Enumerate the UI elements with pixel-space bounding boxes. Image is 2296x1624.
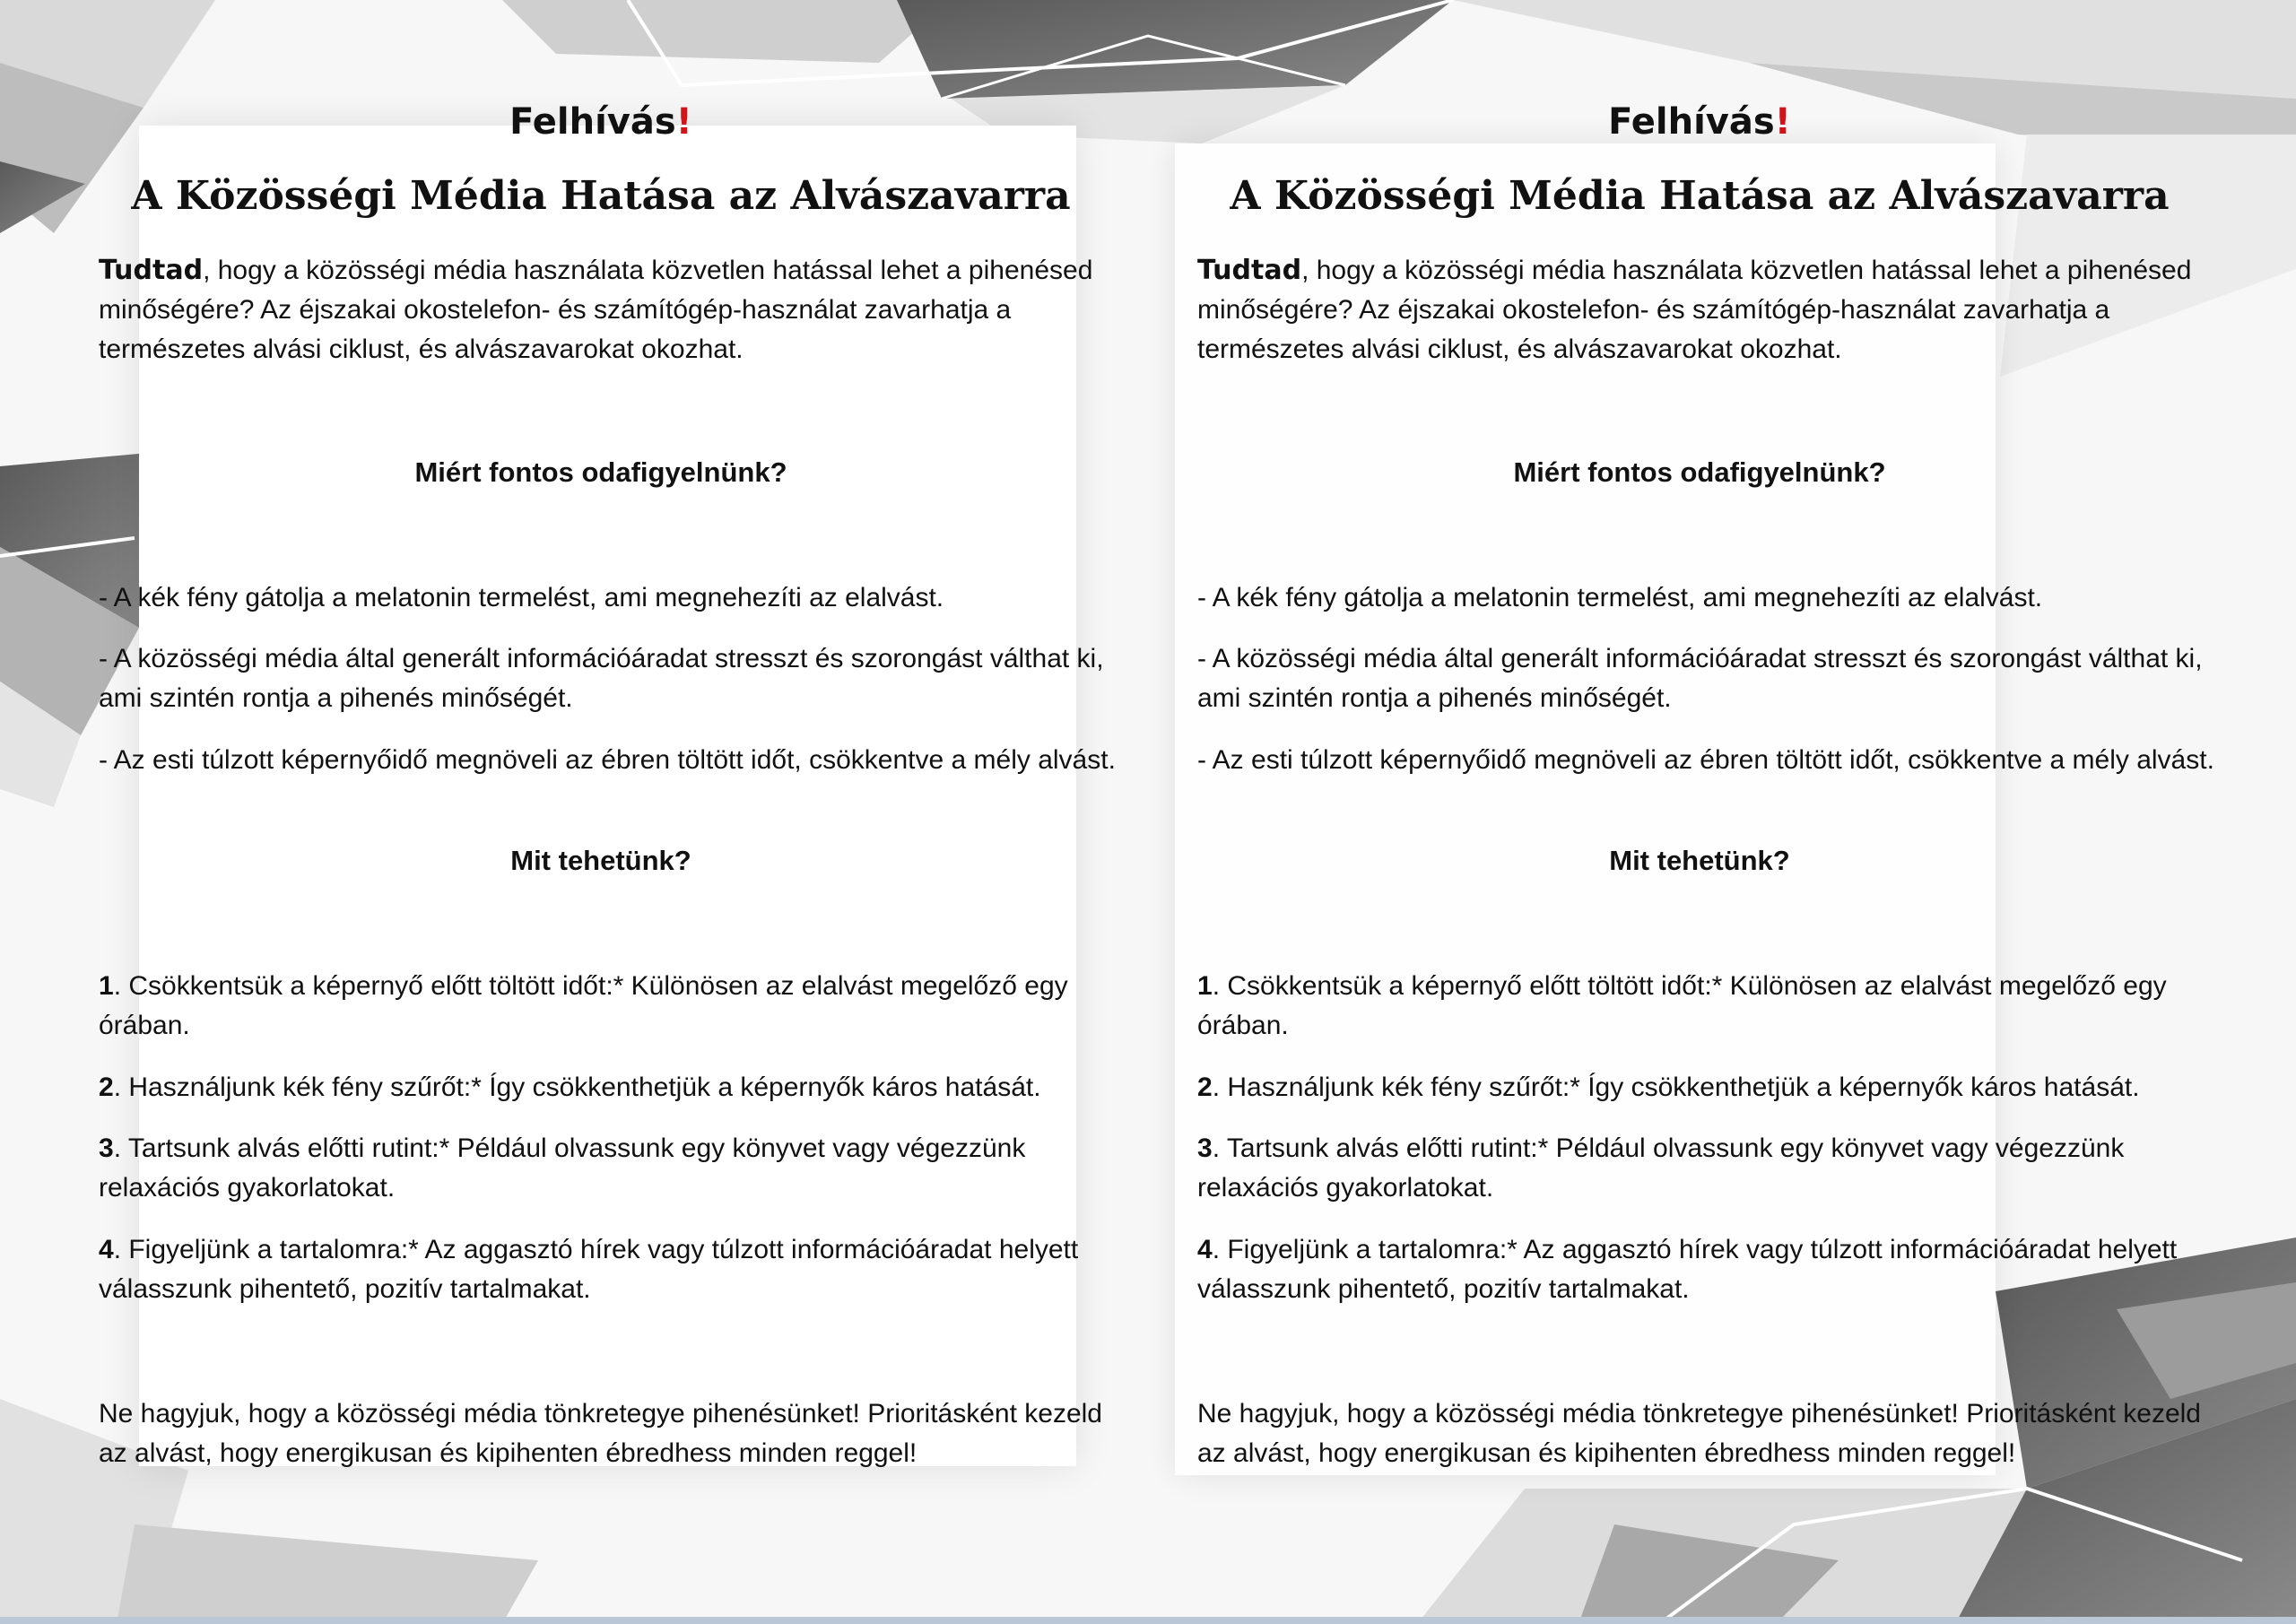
- closing-paragraph: Ne hagyjuk, hogy a közösségi média tönkretegye pihenésünket! Prioritásként kezeld az alvást, hogy energikusan és kipihenten ébredhess minden reggel!: [1197, 1399, 2201, 1468]
- do-point: [1197, 1230, 2220, 1309]
- why-point: - Az esti túlzott képernyőidő megnöveli az ébren töltött időt, csökkentve a mély alvást.: [1197, 745, 2214, 775]
- why-heading: Miért fontos odafigyelnünk?: [1513, 456, 1886, 488]
- flyer-title: A Közösségi Média Hatása az Alvászavarra: [131, 173, 1071, 219]
- flyer-title: A Közösségi Média Hatása az Alvászavarra: [1230, 173, 2170, 219]
- why-point: - A közösségi média által generált információáradat stresszt és szorongást válthat ki, ami szintén rontja a pihenés minőségét.: [1197, 644, 2203, 713]
- do-point-text: . Figyeljünk a tartalomra:* Az aggasztó hírek vagy túlzott információáradat helyett válasszunk pihentető, pozitív tartalmakat.: [1197, 1235, 2178, 1304]
- do-point: [99, 1230, 1121, 1309]
- intro-paragraph: [99, 251, 1121, 369]
- why-heading: Miért fontos odafigyelnünk?: [414, 456, 787, 488]
- do-point-number: 1: [1197, 971, 1213, 1001]
- do-point-text: . Csökkentsük a képernyő előtt töltött időt:* Különösen az elalvást megelőző egy órában.: [99, 971, 1068, 1040]
- kicker-exclamation: !: [1774, 101, 1791, 143]
- flyer-kicker: [99, 101, 1103, 143]
- do-heading: Mit tehetünk?: [1609, 845, 1790, 876]
- do-point-number: 3: [99, 1133, 114, 1163]
- do-point-number: 3: [1197, 1133, 1213, 1163]
- do-point: [1197, 967, 2220, 1046]
- why-point: - A kék fény gátolja a melatonin termelést, ami megnehezíti az elalvást.: [1197, 583, 2043, 612]
- intro-paragraph: [1197, 251, 2220, 369]
- why-point: - Az esti túlzott képernyőidő megnöveli az ébren töltött időt, csökkentve a mély alvást.: [99, 745, 1116, 775]
- do-point: [99, 967, 1121, 1046]
- kicker-text: Felhívás: [1608, 101, 1775, 143]
- do-point-text: . Használjunk kék fény szűrőt:* Így csökkenthetjük a képernyők káros hatását.: [113, 1073, 1041, 1102]
- do-point-text: . Tartsunk alvás előtti rutint:* Például olvassunk egy könyvet vagy végezzünk relaxációs gyakorlatokat.: [99, 1133, 1026, 1203]
- intro-text: , hogy a közösségi média használata közvetlen hatással lehet a pihenésed minőségére? Az éjszakai okostelefon- és számítógép-használat zavarhatja a természetes alvási ciklust, és alvászavarokat okozhat.: [1197, 256, 2192, 364]
- do-point-number: 4: [99, 1235, 114, 1264]
- why-point: - A közösségi média által generált információáradat stresszt és szorongást válthat ki, ami szintén rontja a pihenés minőségét.: [99, 644, 1104, 713]
- do-heading: Mit tehetünk?: [510, 845, 691, 876]
- do-point: [1197, 1129, 2220, 1208]
- do-point-number: 2: [1197, 1073, 1213, 1102]
- why-point: - A kék fény gátolja a melatonin termelést, ami megnehezíti az elalvást.: [99, 583, 944, 612]
- intro-bold: Tudtad: [99, 255, 204, 286]
- do-point-number: 2: [99, 1073, 114, 1102]
- shape-bottom-left-2: [117, 1524, 538, 1624]
- do-point-number: 4: [1197, 1235, 1213, 1264]
- do-point-text: . Tartsunk alvás előtti rutint:* Például olvassunk egy könyvet vagy végezzünk relaxációs gyakorlatokat.: [1197, 1133, 2125, 1203]
- do-point-text: . Csökkentsük a képernyő előtt töltött időt:* Különösen az elalvást megelőző egy órában.: [1197, 971, 2167, 1040]
- kicker-text: Felhívás: [509, 101, 676, 143]
- shape-top-center-2: [897, 0, 1453, 99]
- do-point: [99, 1129, 1121, 1208]
- do-point-number: 1: [99, 971, 114, 1001]
- closing-paragraph: Ne hagyjuk, hogy a közösségi média tönkretegye pihenésünket! Prioritásként kezeld az alvást, hogy energikusan és kipihenten ébredhess minden reggel!: [99, 1399, 1102, 1468]
- kicker-exclamation: !: [675, 101, 692, 143]
- do-point: [99, 1068, 1121, 1107]
- do-point: [1197, 1068, 2220, 1107]
- do-point-text: . Használjunk kék fény szűrőt:* Így csökkenthetjük a képernyők káros hatását.: [1212, 1073, 2140, 1102]
- shape-top-center-1: [502, 0, 951, 63]
- flyer-kicker: [1197, 101, 2202, 143]
- intro-text: , hogy a közösségi média használata közvetlen hatással lehet a pihenésed minőségére? Az éjszakai okostelefon- és számítógép-használat zavarhatja a természetes alvási ciklust, és alvászavarokat okozhat.: [99, 256, 1093, 364]
- do-point-text: . Figyeljünk a tartalomra:* Az aggasztó hírek vagy túlzott információáradat helyett válasszunk pihentető, pozitív tartalmakat.: [99, 1235, 1079, 1304]
- intro-bold: Tudtad: [1197, 255, 1302, 286]
- bottom-border: [0, 1617, 2296, 1624]
